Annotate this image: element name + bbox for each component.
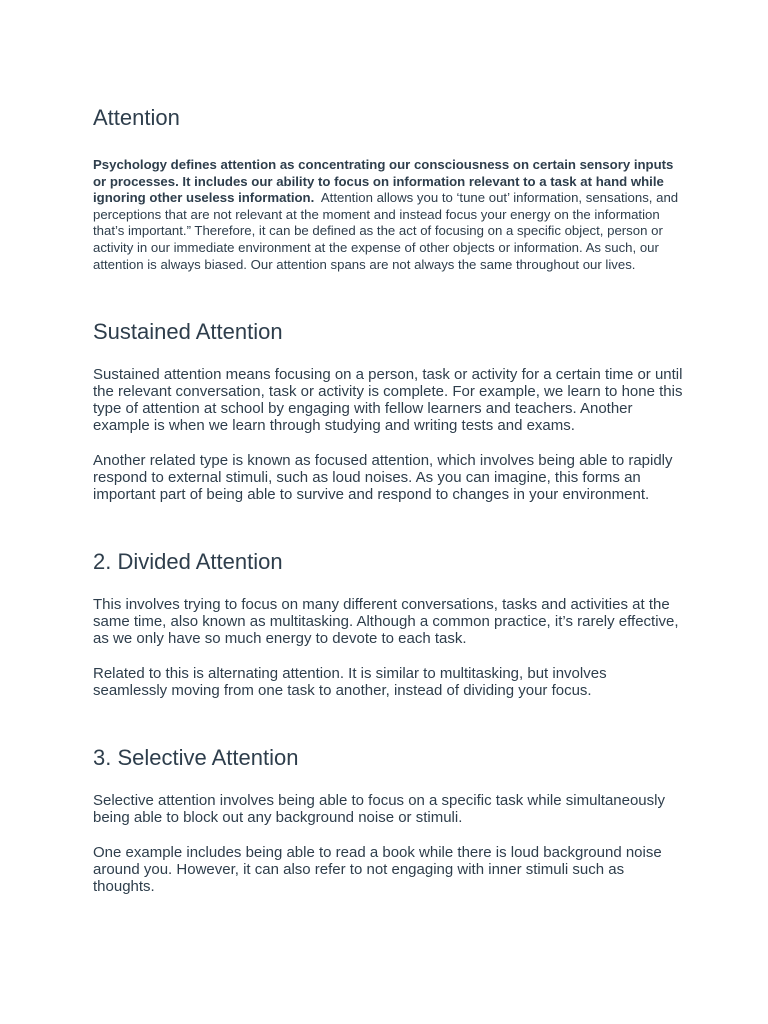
section-divided-attention — [93, 547, 683, 699]
paragraph-divided-1: This involves trying to focus on many different conversations, tasks and activities at the same time, also known as multitasking. Although a common practice, it’s rarely effective, as we only have so much energy to devote to each task. — [93, 596, 679, 648]
section-attention — [93, 103, 683, 273]
heading-sustained-attention: Sustained Attention — [93, 319, 283, 345]
paragraph-attention-definition — [93, 157, 683, 273]
section-sustained-attention — [93, 317, 683, 503]
heading-attention: Attention — [93, 105, 180, 130]
definition-text: Attention allows you to ‘tune out’ information, sensations, and perceptions that are not relevant at the moment and instead focus your energy on the information that’s important.” Therefore, it can be defined as the act of focusing on a specific object, person or activity in our immediate environment at the expense of other objects or information. As such, our attention is always biased. Our attention spans are not always the same throughout our lives. — [93, 190, 679, 272]
section-selective-attention — [93, 743, 683, 895]
heading-selective-attention: 3. Selective Attention — [93, 745, 299, 771]
document-page — [93, 103, 683, 895]
heading-divided-attention: 2. Divided Attention — [93, 549, 283, 575]
paragraph-divided-2: Related to this is alternating attention. It is similar to multitasking, but involves seamlessly moving from one task to another, instead of dividing your focus. — [93, 665, 607, 700]
paragraph-sustained-2: Another related type is known as focused attention, which involves being able to rapidly respond to external stimuli, such as loud noises. As you can imagine, this forms an important part of being able to survive and respond to changes in your environment. — [93, 452, 673, 504]
paragraph-selective-1: Selective attention involves being able to focus on a specific task while simultaneously being able to block out any background noise or stimuli. — [93, 792, 665, 827]
paragraph-selective-2: One example includes being able to read a book while there is loud background noise around you. However, it can also refer to not engaging with inner stimuli such as thoughts. — [93, 844, 662, 896]
paragraph-sustained-1: Sustained attention means focusing on a person, task or activity for a certain time or until the relevant conversation, task or activity is complete. For example, we learn to hone this type of attention at school by engaging with fellow learners and teachers. Another example is when we learn through studying and writing tests and exams. — [93, 366, 683, 435]
definition-bold-text: Psychology defines attention as concentrating our consciousness on certain sensory inputs or processes. It includes our ability to focus on information relevant to a task at hand while ignoring other useless information. — [93, 157, 674, 206]
